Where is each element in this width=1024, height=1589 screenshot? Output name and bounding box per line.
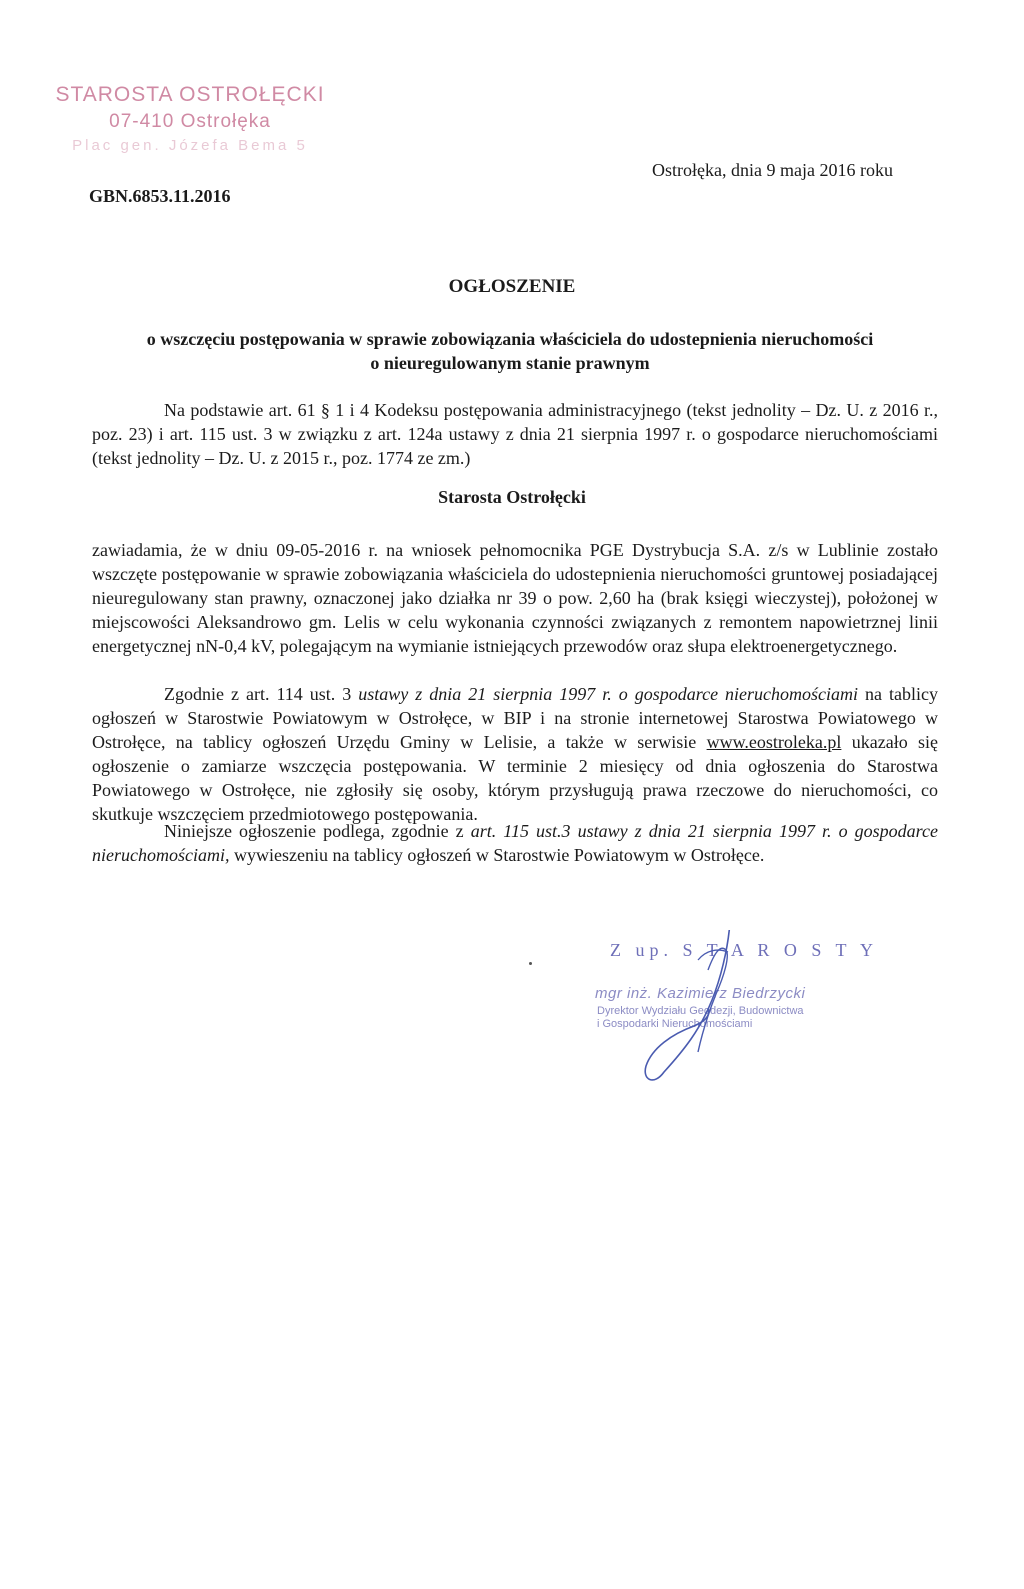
paragraph-text: Niniejsze ogłoszenie podlega, zgodnie z — [164, 821, 471, 841]
paragraph-text: ukazało się ogłoszenie o zamiarze wszczęcia postępowania. W terminie 2 miesięcy od dnia ogłoszenia do Starostwa Powiatowego w Ostrołęce, nie zgłosiły się osoby, którym przysługują prawa rzeczowe do nieruchomości, co skutkuje wszczęciem przedmiotowego postępowania. — [92, 732, 938, 824]
role-line: Dyrektor Wydziału Geodezji, Budownictwa — [597, 1005, 804, 1017]
notice-paragraph-2 — [92, 682, 938, 826]
act-citation: ustawy z dnia 21 sierpnia 1997 r. o gospodarce nieruchomościami — [358, 684, 859, 704]
ink-dot — [529, 962, 532, 965]
signatory-name: mgr inż. Kazimierz Biedrzycki — [595, 985, 806, 1002]
subtitle-line: o wszczęciu postępowania w sprawie zobowiązania właściciela do udostepnienia nieruchomości — [146, 329, 874, 349]
stamp-office-name: STAROSTA OSTROŁĘCKI — [55, 83, 325, 106]
notice-paragraph-1: zawiadamia, że w dniu 09-05-2016 r. na wniosek pełnomocnika PGE Dystrybucja S.A. z/s w Lublinie zostało wszczęte postępowanie w sprawie zobowiązania właściciela do udostepnienia nieruchomości gruntowej posiadającej nieuregulowany stan prawny, oznaczonej jako działka nr 39 o pow. 2,60 ha (brak księgi wieczystej), położonej w miejscowości Aleksandrowo gm. Lelis w celu wykonania czynności związanych z remontem napowietrznej linii energetycznej nN-0,4 kV, polegającym na wymianie istniejących przewodów oraz słupa elektroenergetycznego. — [92, 540, 938, 656]
website-link[interactable]: www.eostroleka.pl — [706, 732, 842, 752]
legal-basis-paragraph: Na podstawie art. 61 § 1 i 4 Kodeksu postępowania administracyjnego (tekst jednolity – Dz. U. z 2016 r., poz. 23) i art. 115 ust. 3 w związku z art. 124a ustawy z dnia 21 sierpnia 1997 r. o gospodarce nieruchomościami (tekst jednolity – Dz. U. z 2015 r., poz. 1774 ze zm.) — [92, 400, 938, 468]
notice-paragraph-3 — [92, 819, 938, 867]
paragraph-text: wywieszeniu na tablicy ogłoszeń w Starostwie Powiatowym w Ostrołęce. — [229, 845, 765, 865]
document-subtitle — [60, 327, 960, 375]
issuer-heading: Starosta Ostrołęcki — [438, 487, 586, 507]
signature-block — [580, 930, 880, 1090]
handwritten-signature — [580, 930, 880, 1090]
subtitle-line: o nieuregulowanym stanie prawnym — [370, 353, 650, 373]
paragraph-text: na tablicy ogłoszeń w Starostwie Powiatowym w Ostrołęce, w BIP i na stronie internetowej Starostwa Powiatowego w Ostrołęce, na tablicy ogłoszeń Urzędu Gminy w Lelisie, a także w serwisie — [92, 684, 938, 752]
stamp-street-address: Plac gen. Józefa Bema 5 — [72, 137, 308, 154]
document-title: OGŁOSZENIE — [448, 276, 576, 297]
act-citation: art. 115 ust.3 ustawy z dnia 21 sierpnia 1997 r. o gospodarce nieruchomościami, — [92, 821, 938, 865]
signature-on-behalf: Z up. S T A R O S T Y — [610, 940, 879, 960]
stamp-postal-address: 07-410 Ostrołęka — [109, 111, 271, 132]
document-date: Ostrołęka, dnia 9 maja 2016 roku — [652, 160, 893, 180]
paragraph-text: Zgodnie z art. 114 ust. 3 — [164, 684, 359, 704]
office-stamp — [40, 80, 340, 158]
role-line: i Gospodarki Nieruchomościami — [597, 1018, 753, 1030]
reference-number: GBN.6853.11.2016 — [89, 186, 231, 206]
